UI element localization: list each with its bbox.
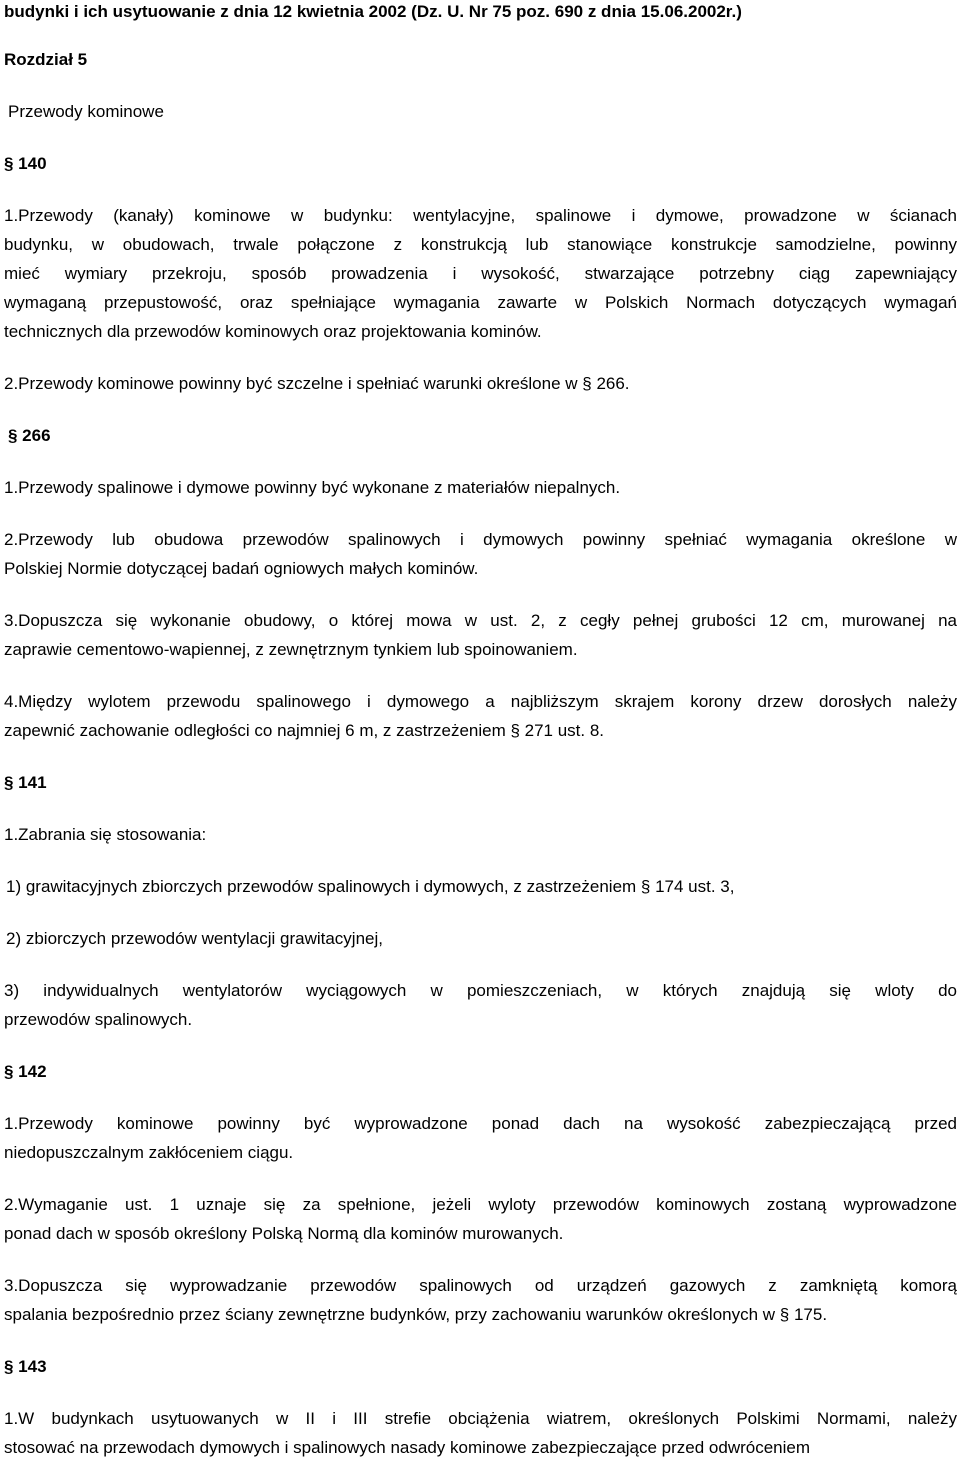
document-header: budynki i ich usytuowanie z dnia 12 kwietnia 2002 (Dz. U. Nr 75 poz. 690 z dnia 15.06.2002r.) bbox=[4, 2, 742, 21]
section-140-p1-line4: wymaganą przepustowość, oraz spełniające wymagania zawarte w Polskich Normach dotyczących wymagań bbox=[4, 293, 957, 312]
section-142-p2-line2: ponad dach w sposób określony Polską Normą dla kominów murowanych. bbox=[4, 1224, 564, 1243]
section-140-number: § 140 bbox=[4, 154, 47, 173]
section-266-number: § 266 bbox=[8, 426, 51, 445]
chapter-number: Rozdział 5 bbox=[4, 50, 88, 69]
section-143-p1-line1: 1.W budynkach usytuowanych w II i III strefie obciążenia wiatrem, określonych Polskimi Normami, należy bbox=[4, 1409, 957, 1428]
section-140-p2: 2.Przewody kominowe powinny być szczelne i spełniać warunki określone w § 266. bbox=[4, 374, 630, 393]
section-266-p3-line1: 3.Dopuszcza się wykonanie obudowy, o której mowa w ust. 2, z cegły pełnej grubości 12 cm, murowanej na bbox=[4, 611, 957, 630]
section-142-p3-line2: spalania bezpośrednio przez ściany zewnętrzne budynków, przy zachowaniu warunków określonych w § 175. bbox=[4, 1305, 828, 1324]
section-142-p2-line1: 2.Wymaganie ust. 1 uznaje się za spełnione, jeżeli wyloty przewodów kominowych zostaną wyprowadzone bbox=[4, 1195, 957, 1214]
section-142-p1-line1: 1.Przewody kominowe powinny być wyprowadzone ponad dach na wysokość zabezpieczającą przed bbox=[4, 1114, 957, 1133]
section-142-p1-line2: niedopuszczalnym zakłóceniem ciągu. bbox=[4, 1143, 294, 1162]
section-141-p1: 1.Zabrania się stosowania: bbox=[4, 825, 207, 844]
section-142-number: § 142 bbox=[4, 1062, 47, 1081]
section-141-item3-line2: przewodów spalinowych. bbox=[4, 1010, 193, 1029]
section-141-number: § 141 bbox=[4, 773, 47, 792]
section-143-p1-line2: stosować na przewodach dymowych i spalinowych nasady kominowe zabezpieczające przed odwróceniem bbox=[4, 1438, 811, 1457]
section-266-p2-line1: 2.Przewody lub obudowa przewodów spalinowych i dymowych powinny spełniać wymagania określone w bbox=[4, 530, 957, 549]
section-266-p4-line1: 4.Między wylotem przewodu spalinowego i dymowego a najbliższym skrajem korony drzew dorosłych należy bbox=[4, 692, 957, 711]
section-140-p1-line1: 1.Przewody (kanały) kominowe w budynku: wentylacyjne, spalinowe i dymowe, prowadzone w ścianach bbox=[4, 206, 957, 225]
section-140-p1-line5: technicznych dla przewodów kominowych oraz projektowania kominów. bbox=[4, 322, 542, 341]
section-140-p1-line3: mieć wymiary przekroju, sposób prowadzenia i wysokość, stwarzające potrzebny ciąg zapewniający bbox=[4, 264, 957, 283]
section-142-p3-line1: 3.Dopuszcza się wyprowadzanie przewodów spalinowych od urządzeń gazowych z zamkniętą komorą bbox=[4, 1276, 957, 1295]
section-141-item1: 1) grawitacyjnych zbiorczych przewodów spalinowych i dymowych, z zastrzeżeniem § 174 ust. 3, bbox=[6, 877, 735, 896]
section-143-number: § 143 bbox=[4, 1357, 47, 1376]
section-266-p2-line2: Polskiej Normie dotyczącej badań ogniowych małych kominów. bbox=[4, 559, 479, 578]
section-266-p3-line2: zaprawie cementowo-wapiennej, z zewnętrznym tynkiem lub spoinowaniem. bbox=[4, 640, 578, 659]
chapter-title: Przewody kominowe bbox=[8, 102, 164, 121]
section-141-item3-line1: 3) indywidualnych wentylatorów wyciągowych w pomieszczeniach, w których znajdują się wloty do bbox=[4, 981, 957, 1000]
section-141-item2: 2) zbiorczych przewodów wentylacji grawitacyjnej, bbox=[6, 929, 383, 948]
section-266-p4-line2: zapewnić zachowanie odległości co najmniej 6 m, z zastrzeżeniem § 271 ust. 8. bbox=[4, 721, 605, 740]
section-266-p1: 1.Przewody spalinowe i dymowe powinny być wykonane z materiałów niepalnych. bbox=[4, 478, 621, 497]
section-140-p1-line2: budynku, w obudowach, trwale połączone z konstrukcją lub stanowiące konstrukcje samodzielne, powinny bbox=[4, 235, 957, 254]
